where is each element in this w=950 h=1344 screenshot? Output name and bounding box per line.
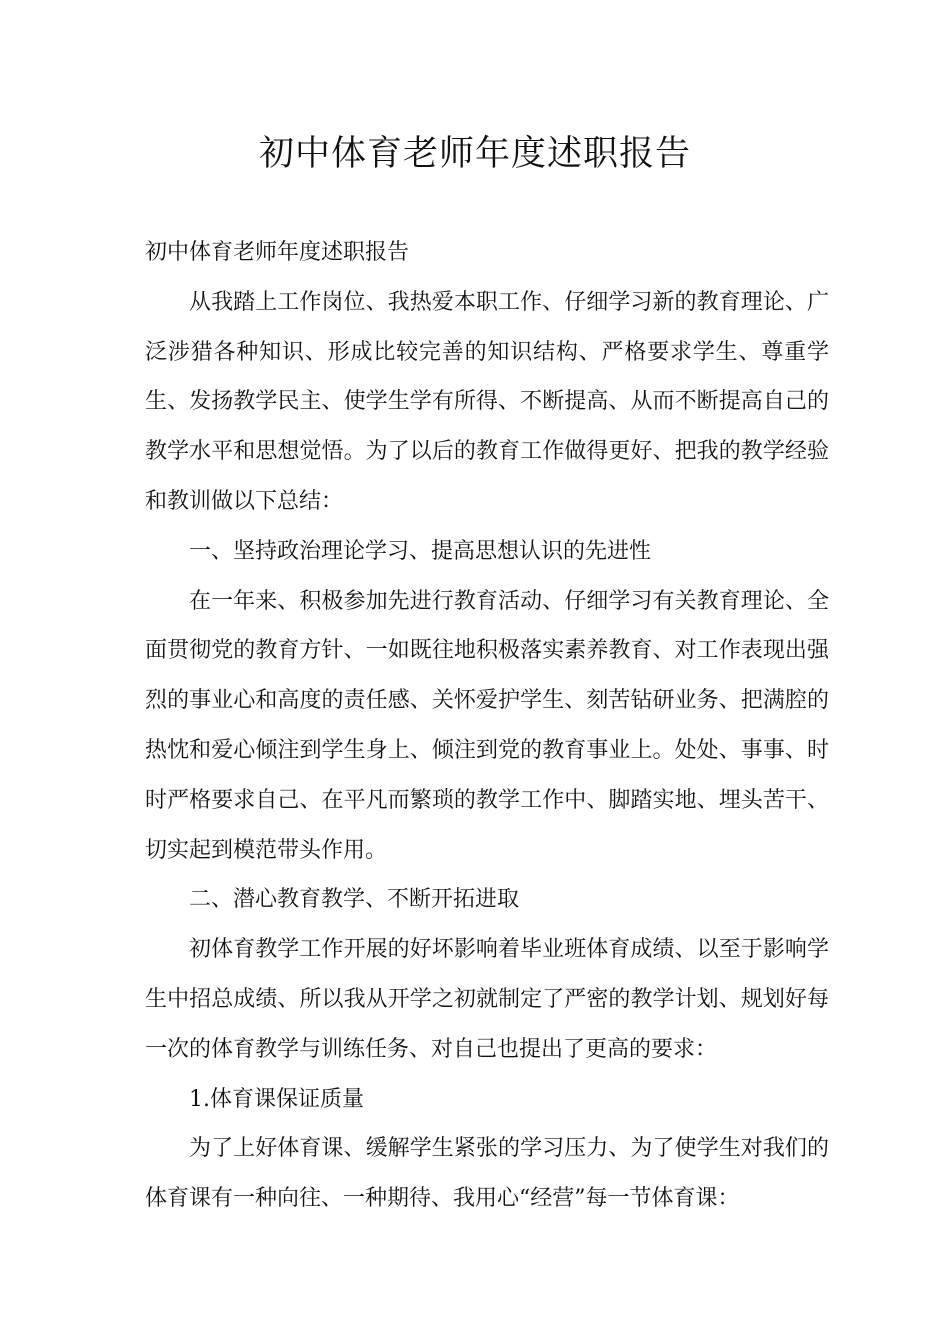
- paragraph-section-1: 在一年来、积极参加先进行教育活动、仔细学习有关教育理论、全面贯彻党的教育方针、一如既往地积极落实素养教育、对工作表现出强烈的事业心和高度的责任感、关怀爱护学生、刻苦钻研业务、把满腔的热忱和爱心倾注到学生身上、倾注到党的教育事业上。处处、事事、时时严格要求自己、在平凡而繁琐的教学工作中、脚踏实地、埋头苦干、切实起到模范带头作用。: [145, 588, 829, 863]
- paragraph-section-2: 初体育教学工作开展的好坏影响着毕业班体育成绩、以至于影响学生中招总成绩、所以我从开学之初就制定了严密的教学计划、规划好每一次的体育教学与训练任务、对自己也提出了更高的要求：: [145, 937, 829, 1062]
- document-title: 初中体育老师年度述职报告: [258, 134, 691, 174]
- subsection-heading-1: 1.体育课保证质量: [189, 1086, 364, 1112]
- paragraph-subsection-1: 为了上好体育课、缓解学生紧张的学习压力、为了使学生对我们的体育课有一种向往、一种期待、我用心“经营”每一节体育课：: [145, 1136, 829, 1212]
- section-heading-1: 一、坚持政治理论学习、提高思想认识的先进性: [189, 538, 652, 564]
- section-heading-2: 二、潜心教育教学、不断开拓进取: [189, 887, 520, 913]
- paragraph-intro: 从我踏上工作岗位、我热爱本职工作、仔细学习新的教育理论、广泛涉猎各种知识、形成比较完善的知识结构、严格要求学生、尊重学生、发扬教学民主、使学生学有所得、不断提高、从而不断提高自己的教学水平和思想觉悟。为了以后的教育工作做得更好、把我的教学经验和教训做以下总结：: [145, 289, 829, 514]
- document-body: [145, 228, 829, 1224]
- paragraph-subtitle: 初中体育老师年度述职报告: [145, 240, 410, 265]
